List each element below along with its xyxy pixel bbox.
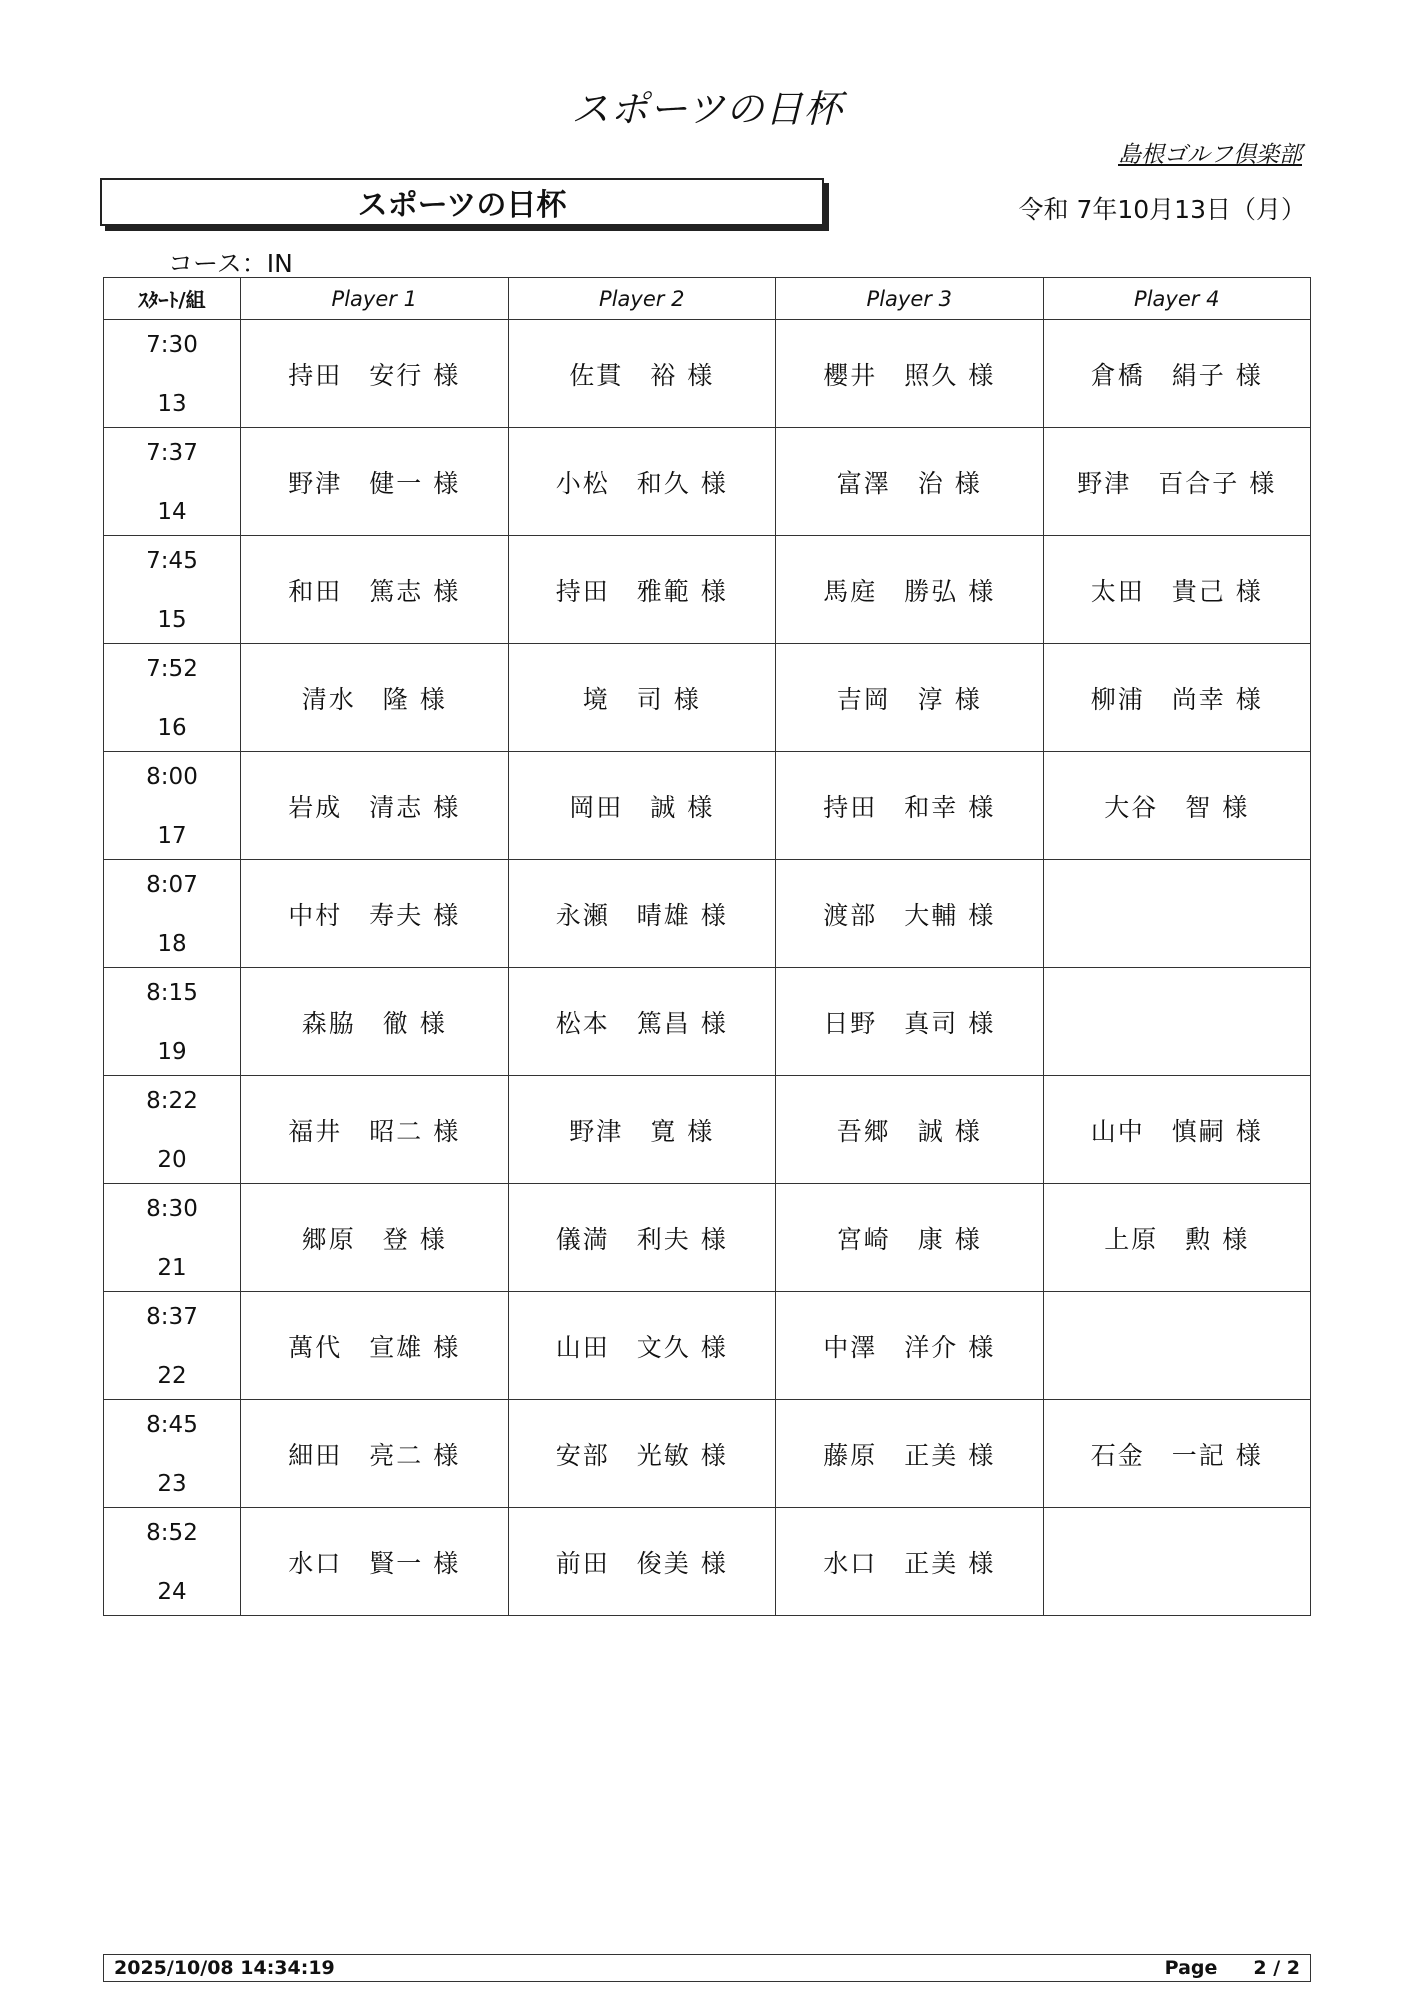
start-group-cell <box>104 1184 240 1291</box>
table-row <box>103 968 1311 1076</box>
table-header <box>103 277 1311 320</box>
player-1-cell: 野津 健一 様 <box>240 428 508 535</box>
player-4-cell: 石金 一記 様 <box>1043 1400 1311 1507</box>
group-number: 16 <box>157 715 187 741</box>
player-2-cell: 境 司 様 <box>508 644 776 751</box>
player-4-cell <box>1043 968 1311 1075</box>
start-group-cell <box>104 428 240 535</box>
player-3-cell: 富澤 治 様 <box>775 428 1043 535</box>
player-3-cell: 持田 和幸 様 <box>775 752 1043 859</box>
page-label: Page <box>1164 1957 1218 1979</box>
table-row <box>103 320 1311 428</box>
page-indicator <box>1165 1957 1300 1979</box>
start-group-cell <box>104 1076 240 1183</box>
header-player-1: Player 1 <box>240 278 508 319</box>
player-4-cell <box>1043 1508 1311 1615</box>
group-number: 19 <box>157 1039 187 1065</box>
page-title: スポーツの日杯 <box>571 87 843 131</box>
player-3-cell: 櫻井 照久 様 <box>775 320 1043 427</box>
player-2-cell: 佐貫 裕 様 <box>508 320 776 427</box>
table-row <box>103 644 1311 752</box>
start-time: 8:00 <box>146 764 198 790</box>
player-1-cell: 森脇 徹 様 <box>240 968 508 1075</box>
start-group-cell <box>104 860 240 967</box>
start-time: 7:30 <box>146 332 198 358</box>
group-number: 18 <box>157 931 187 957</box>
start-time: 7:52 <box>146 656 198 682</box>
player-1-cell: 岩成 清志 様 <box>240 752 508 859</box>
player-2-cell: 儀満 利夫 様 <box>508 1184 776 1291</box>
player-4-cell: 大谷 智 様 <box>1043 752 1311 859</box>
table-row <box>103 1292 1311 1400</box>
player-4-cell <box>1043 860 1311 967</box>
start-group-cell <box>104 536 240 643</box>
player-2-cell: 野津 寛 様 <box>508 1076 776 1183</box>
footer <box>103 1954 1311 1982</box>
player-3-cell: 日野 真司 様 <box>775 968 1043 1075</box>
header-player-4: Player 4 <box>1043 278 1311 319</box>
table-row <box>103 1508 1311 1616</box>
player-1-cell: 持田 安行 様 <box>240 320 508 427</box>
group-number: 15 <box>157 607 187 633</box>
player-2-cell: 安部 光敏 様 <box>508 1400 776 1507</box>
player-1-cell: 水口 賢一 様 <box>240 1508 508 1615</box>
group-number: 17 <box>157 823 187 849</box>
group-number: 13 <box>157 391 187 417</box>
group-number: 20 <box>157 1147 187 1173</box>
player-3-cell: 馬庭 勝弘 様 <box>775 536 1043 643</box>
player-2-cell: 山田 文久 様 <box>508 1292 776 1399</box>
start-schedule-table <box>103 277 1311 1616</box>
start-time: 8:52 <box>146 1520 198 1546</box>
player-4-cell: 太田 貴己 様 <box>1043 536 1311 643</box>
event-name-box: スポーツの日杯 <box>100 178 824 226</box>
group-number: 14 <box>157 499 187 525</box>
header-player-2: Player 2 <box>508 278 776 319</box>
start-group-cell <box>104 752 240 859</box>
player-4-cell: 山中 慎嗣 様 <box>1043 1076 1311 1183</box>
player-4-cell: 野津 百合子 様 <box>1043 428 1311 535</box>
player-2-cell: 持田 雅範 様 <box>508 536 776 643</box>
group-number: 24 <box>157 1579 187 1605</box>
player-2-cell: 前田 俊美 様 <box>508 1508 776 1615</box>
event-date: 令和 7年10月13日（月） <box>1018 195 1306 224</box>
player-1-cell: 福井 昭二 様 <box>240 1076 508 1183</box>
table-row <box>103 1400 1311 1508</box>
table-row <box>103 752 1311 860</box>
course-label: コース：IN <box>168 249 293 278</box>
player-2-cell: 松本 篤昌 様 <box>508 968 776 1075</box>
start-time: 8:45 <box>146 1412 198 1438</box>
table-row <box>103 428 1311 536</box>
player-3-cell: 宮崎 康 様 <box>775 1184 1043 1291</box>
player-4-cell: 柳浦 尚幸 様 <box>1043 644 1311 751</box>
group-number: 23 <box>157 1471 187 1497</box>
player-2-cell: 小松 和久 様 <box>508 428 776 535</box>
start-time: 8:15 <box>146 980 198 1006</box>
player-4-cell <box>1043 1292 1311 1399</box>
start-group-cell <box>104 1292 240 1399</box>
header-player-3: Player 3 <box>775 278 1043 319</box>
player-1-cell: 中村 寿夫 様 <box>240 860 508 967</box>
player-3-cell: 藤原 正美 様 <box>775 1400 1043 1507</box>
player-4-cell: 倉橋 絹子 様 <box>1043 320 1311 427</box>
player-4-cell: 上原 勲 様 <box>1043 1184 1311 1291</box>
player-1-cell: 和田 篤志 様 <box>240 536 508 643</box>
club-name: 島根ゴルフ倶楽部 <box>1118 142 1302 168</box>
table-row <box>103 1076 1311 1184</box>
start-group-cell <box>104 1508 240 1615</box>
player-3-cell: 吾郷 誠 様 <box>775 1076 1043 1183</box>
print-timestamp: 2025/10/08 14:34:19 <box>114 1957 335 1979</box>
player-2-cell: 岡田 誠 様 <box>508 752 776 859</box>
player-1-cell: 郷原 登 様 <box>240 1184 508 1291</box>
table-row <box>103 860 1311 968</box>
page-number: 2 / 2 <box>1253 1957 1300 1979</box>
start-group-cell <box>104 320 240 427</box>
start-time: 8:37 <box>146 1304 198 1330</box>
group-number: 22 <box>157 1363 187 1389</box>
player-3-cell: 吉岡 淳 様 <box>775 644 1043 751</box>
group-number: 21 <box>157 1255 187 1281</box>
start-group-cell <box>104 1400 240 1507</box>
table-body <box>103 320 1311 1616</box>
start-time: 8:07 <box>146 872 198 898</box>
start-group-cell <box>104 644 240 751</box>
player-1-cell: 萬代 宣雄 様 <box>240 1292 508 1399</box>
player-3-cell: 水口 正美 様 <box>775 1508 1043 1615</box>
player-3-cell: 渡部 大輔 様 <box>775 860 1043 967</box>
start-group-cell <box>104 968 240 1075</box>
start-time: 8:30 <box>146 1196 198 1222</box>
start-time: 7:37 <box>146 440 198 466</box>
table-row <box>103 1184 1311 1292</box>
player-1-cell: 清水 隆 様 <box>240 644 508 751</box>
start-time: 7:45 <box>146 548 198 574</box>
player-2-cell: 永瀬 晴雄 様 <box>508 860 776 967</box>
table-row <box>103 536 1311 644</box>
player-3-cell: 中澤 洋介 様 <box>775 1292 1043 1399</box>
header-start-group: ｽﾀｰﾄ/組 <box>138 288 206 312</box>
player-1-cell: 細田 亮二 様 <box>240 1400 508 1507</box>
start-time: 8:22 <box>146 1088 198 1114</box>
